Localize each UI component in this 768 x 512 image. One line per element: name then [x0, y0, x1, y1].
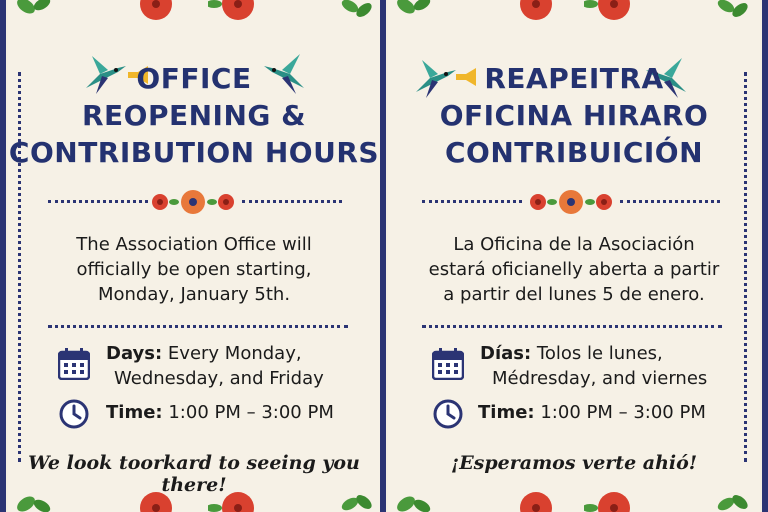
english-panel — [8, 0, 380, 512]
intro-line: Monday, January 5th. — [97, 284, 291, 305]
leaf-icon — [338, 486, 378, 512]
dotted-divider — [422, 200, 522, 203]
flower-icon — [516, 488, 556, 512]
closing-message: ¡Esperamos verte ahió! — [450, 452, 698, 474]
title-line-1: OFFICE — [136, 62, 252, 95]
time-value: 1:00 PM – 3:00 PM — [168, 402, 334, 423]
title-line-1: REAPEITRA — [484, 62, 664, 95]
flower-icon — [136, 0, 176, 24]
page-title — [8, 60, 380, 171]
calendar-icon — [432, 348, 464, 380]
dotted-divider — [48, 200, 148, 203]
flower-icon — [148, 188, 238, 216]
leaf-icon — [338, 0, 378, 26]
days-label: Days: — [106, 343, 163, 364]
clock-icon — [58, 398, 90, 430]
dotted-divider — [48, 325, 348, 328]
flower-icon — [526, 188, 616, 216]
days-row — [480, 342, 663, 366]
days-label: Días: — [480, 343, 532, 364]
leaf-icon — [714, 486, 754, 512]
center-divider — [380, 0, 386, 512]
leaf-icon — [392, 0, 436, 26]
clock-icon — [432, 398, 464, 430]
intro-line: La Oficina de la Asociación — [453, 234, 695, 255]
dotted-divider — [620, 200, 720, 203]
leaf-icon — [12, 486, 56, 512]
leaf-icon — [12, 0, 56, 26]
title-line-2: REOPENING & — [81, 99, 307, 132]
days-value: Médresday, and viernes — [492, 368, 708, 389]
time-value: 1:00 PM – 3:00 PM — [540, 402, 706, 423]
intro-line: a partir del lunes 5 de enero. — [443, 284, 705, 305]
flower-icon — [208, 488, 258, 512]
days-row-continued — [492, 367, 707, 391]
title-line-3: CONTRIBUTION HOURS — [8, 136, 380, 169]
dotted-divider — [242, 200, 342, 203]
calendar-icon — [58, 348, 90, 380]
title-line-2: OFICINA HIRARO — [439, 99, 709, 132]
announcement-text — [388, 232, 760, 307]
spanish-panel — [388, 0, 760, 512]
leaf-icon — [392, 486, 436, 512]
dotted-divider — [422, 325, 722, 328]
time-row — [478, 401, 706, 425]
days-value: Wednesday, and Friday — [114, 368, 324, 389]
left-border — [0, 0, 6, 512]
flower-icon — [136, 488, 176, 512]
leaf-icon — [714, 0, 754, 26]
intro-line: estará oficianelly aberta a partir — [428, 259, 720, 280]
days-value: Tolos le lunes, — [536, 343, 663, 364]
intro-line: officially be open starting, — [76, 259, 312, 280]
flower-icon — [208, 0, 258, 24]
closing-message: We look toorkard to seeing you there! — [28, 452, 360, 496]
right-border — [762, 0, 768, 512]
flower-icon — [584, 488, 634, 512]
time-label: Time: — [106, 402, 163, 423]
title-line-3: CONTRIBUICIÓN — [444, 136, 704, 169]
time-row — [106, 401, 334, 425]
flower-icon — [584, 0, 634, 24]
page-title — [388, 60, 760, 171]
days-value: Every Monday, — [167, 343, 302, 364]
announcement-text — [8, 232, 380, 307]
days-row-continued — [114, 367, 324, 391]
flower-icon — [516, 0, 556, 24]
time-label: Time: — [478, 402, 535, 423]
intro-line: The Association Office will — [76, 234, 312, 255]
days-row — [106, 342, 302, 366]
